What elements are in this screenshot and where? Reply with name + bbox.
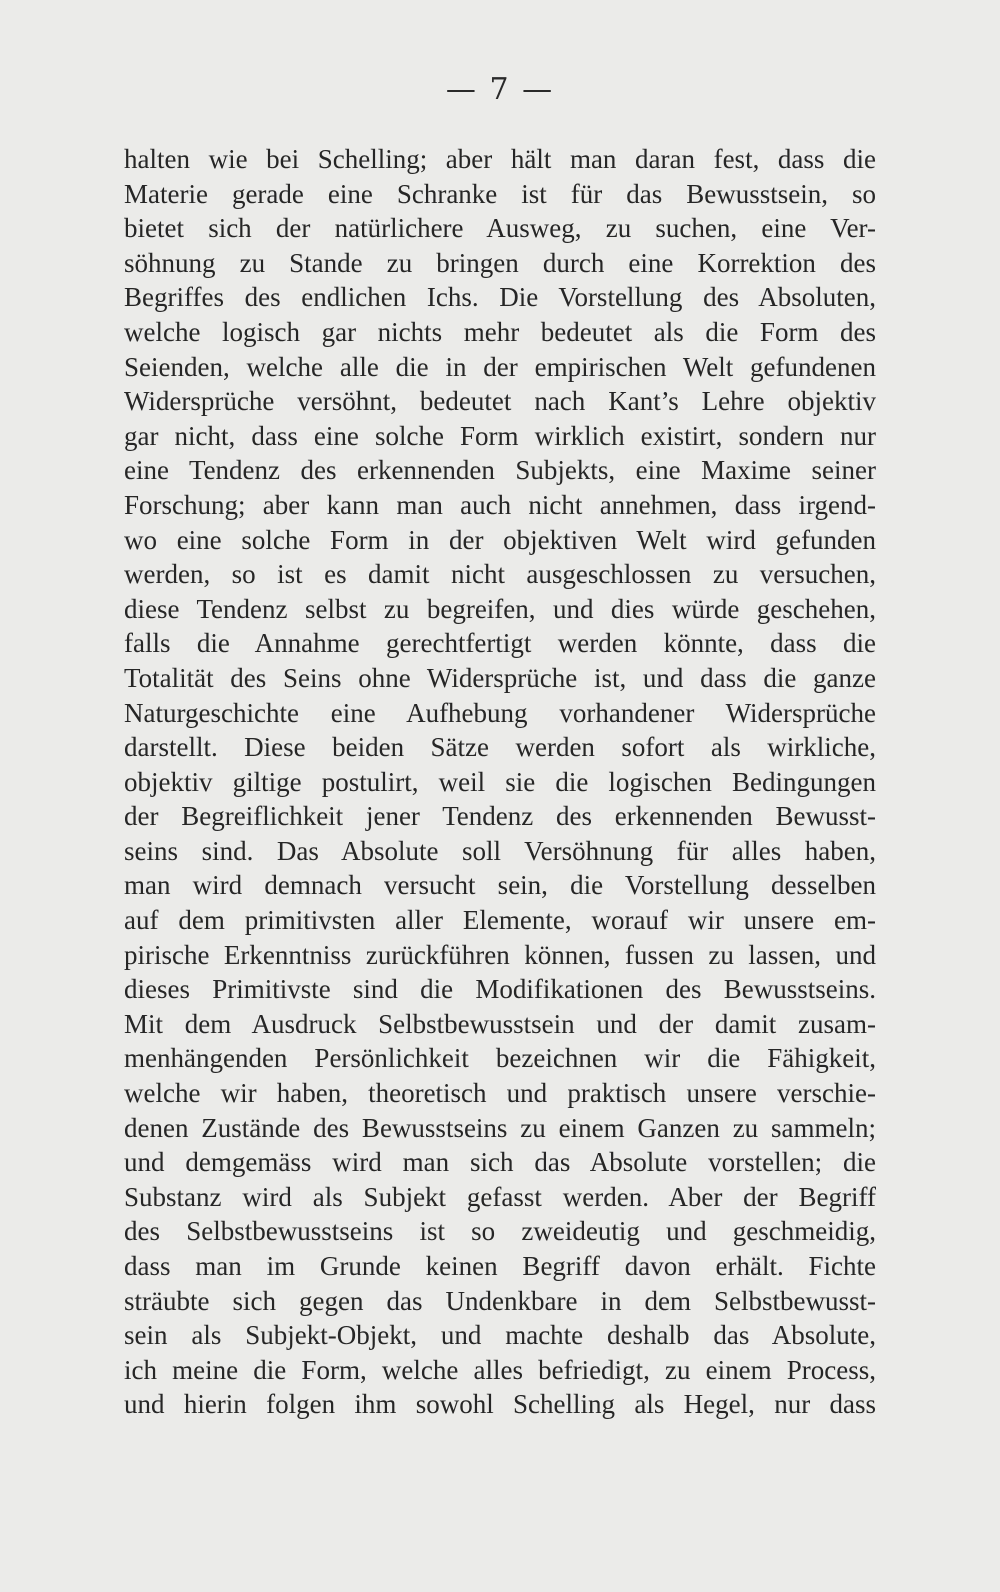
text-line: diese Tendenz selbst zu begreifen, und dies würde geschehen, xyxy=(124,593,876,624)
text-line: ich meine die Form, welche alles befriedigt, zu einem Process, xyxy=(124,1354,876,1385)
text-line: darstellt. Diese beiden Sätze werden sofort als wirkliche, xyxy=(124,732,876,763)
text-line: objektiv giltige postulirt, weil sie die logischen Bedingungen xyxy=(124,766,876,797)
text-line: eine Tendenz des erkennenden Subjekts, eine Maxime seiner xyxy=(124,455,876,486)
text-line: auf dem primitivsten aller Elemente, worauf wir unsere em- xyxy=(124,905,876,936)
text-line: Mit dem Ausdruck Selbstbewusstsein und der damit zusam- xyxy=(124,1008,876,1039)
text-line: Totalität des Seins ohne Widersprüche ist, und dass die ganze xyxy=(124,662,876,693)
text-line: Seienden, welche alle die in der empirischen Welt gefundenen xyxy=(124,351,876,382)
text-line: Forschung; aber kann man auch nicht annehmen, dass irgend- xyxy=(124,489,876,520)
body-text xyxy=(124,142,876,1422)
text-line: Widersprüche versöhnt, bedeutet nach Kant’s Lehre objektiv xyxy=(124,386,876,417)
text-line: menhängenden Persönlichkeit bezeichnen wir die Fähigkeit, xyxy=(124,1043,876,1074)
text-line: und demgemäss wird man sich das Absolute vorstellen; die xyxy=(124,1147,876,1178)
text-line: sträubte sich gegen das Undenkbare in dem Selbstbewusst- xyxy=(124,1285,876,1316)
text-line: dieses Primitivste sind die Modifikationen des Bewusstseins. xyxy=(124,974,876,1005)
text-line: der Begreiflichkeit jener Tendenz des erkennenden Bewusst- xyxy=(124,801,876,832)
text-line: seins sind. Das Absolute soll Versöhnung für alles haben, xyxy=(124,835,876,866)
text-line: Substanz wird als Subjekt gefasst werden. Aber der Begriff xyxy=(124,1181,876,1212)
text-line: söhnung zu Stande zu bringen durch eine Korrektion des xyxy=(124,247,876,278)
text-line: dass man im Grunde keinen Begriff davon erhält. Fichte xyxy=(124,1251,876,1281)
text-line: gar nicht, dass eine solche Form wirklich existirt, sondern nur xyxy=(124,420,876,451)
text-line: Begriffes des endlichen Ichs. Die Vorstellung des Absoluten, xyxy=(124,282,876,313)
text-line: und hierin folgen ihm sowohl Schelling als Hegel, nur dass xyxy=(124,1389,876,1420)
text-line: bietet sich der natürlichere Ausweg, zu suchen, eine Ver- xyxy=(124,213,876,244)
text-line: man wird demnach versucht sein, die Vorstellung desselben xyxy=(124,870,876,901)
text-line: wo eine solche Form in der objektiven Welt wird gefunden xyxy=(124,524,876,555)
text-line: pirische Erkenntniss zurückführen können, fussen zu lassen, und xyxy=(124,939,876,970)
text-line: des Selbstbewusstseins ist so zweideutig und geschmeidig, xyxy=(124,1216,876,1247)
text-line: falls die Annahme gerechtfertigt werden könnte, dass die xyxy=(124,628,876,659)
text-line: welche logisch gar nichts mehr bedeutet als die Form des xyxy=(124,316,876,347)
text-line: sein als Subjekt-Objekt, und machte deshalb das Absolute, xyxy=(124,1320,876,1351)
text-line: halten wie bei Schelling; aber hält man daran fest, dass die xyxy=(124,144,876,174)
text-line: Materie gerade eine Schranke ist für das Bewusstsein, so xyxy=(124,178,876,209)
text-line: welche wir haben, theoretisch und praktisch unsere verschie- xyxy=(124,1078,876,1109)
page-number: — 7 — xyxy=(445,72,555,107)
text-line: denen Zustände des Bewusstseins zu einem Ganzen zu sammeln; xyxy=(124,1112,876,1143)
text-line: Naturgeschichte eine Aufhebung vorhandener Widersprüche xyxy=(124,697,876,728)
text-line: werden, so ist es damit nicht ausgeschlossen zu versuchen, xyxy=(124,559,876,590)
